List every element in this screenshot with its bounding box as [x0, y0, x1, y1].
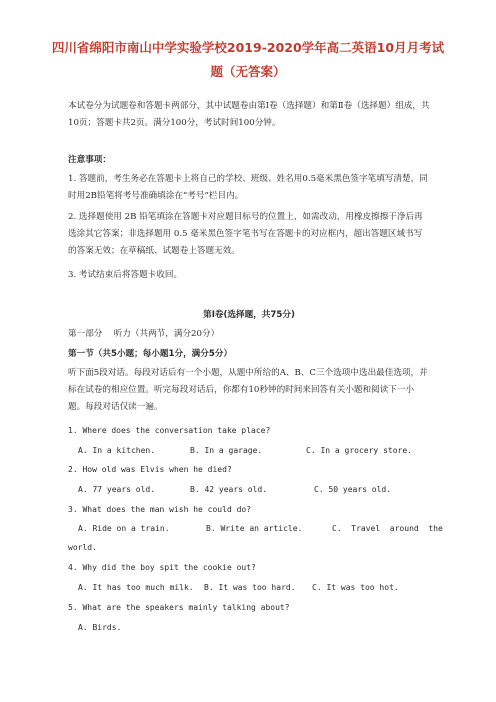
q1-option-c: C. In a grocery store.	[306, 446, 412, 455]
q4-option-a: A. It has too much milk.	[78, 583, 194, 592]
section1-heading: 第一部分 听力（共两节，满分20分）	[68, 329, 220, 339]
q3-option-a: A. Ride on a train.	[78, 524, 170, 533]
q2-option-c: C. 50 years old.	[314, 485, 392, 494]
q2-option-a: A. 77 years old.	[78, 485, 156, 494]
listening-instructions: 听下面5段对话。每段对话后有一个小题，从题中所给的A、B、C三个选项中选出最佳选项，并标在试卷的相应位置。听完每段对话后，你都有10秒钟的时间来回答有关小题和阅读下一小题。每段对话仅读一遍。	[68, 368, 428, 412]
notice-item-2: 2. 选择题使用 2B 铅笔填涂在答题卡对应题目标号的位置上，如需改动，用橡皮擦擦干净后再选涂其它答案；非选择题用 0.5 毫米黑色签字笔书写在答题卡的对应框内，超出答题区域书写的答案无效；在草稿纸、试题卷上答题无效。	[68, 212, 423, 256]
section1-subheading: 第一节（共5小题；每小题1分，满分5分）	[68, 349, 233, 359]
question-5: 5. What are the speakers mainly talking about?	[68, 603, 290, 612]
notice-item-3: 3. 考试结束后将答题卡收回。	[68, 270, 183, 280]
question-2: 2. How old was Elvis when he died?	[68, 465, 232, 474]
q4-option-b: B. It was too hard.	[204, 583, 296, 592]
notice-item-1: 1. 答题前，考生务必在答题卡上将自己的学校、班级、姓名用0.5毫米黑色签字笔填写清楚，同时用2B铅笔将考号准确填涂在“考号”栏目内。	[68, 174, 428, 201]
document-title-line1: 四川省绵阳市南山中学实验学校2019-2020学年高二英语10月月考试	[51, 40, 445, 55]
q3-option-c-continued: world.	[68, 543, 97, 552]
intro-paragraph: 本试卷分为试题卷和答题卡两部分，其中试题卷由第Ⅰ卷（选择题）和第Ⅱ卷（选择题）组成，共10页；答题卡共2页。满分100分，考试时间100分钟。	[68, 101, 430, 128]
question-3: 3. What does the man wish he could do?	[68, 505, 252, 514]
q1-option-a: A. In a kitchen.	[78, 446, 156, 455]
q4-option-c: C. It was too hot.	[312, 583, 399, 592]
q5-option-a: A. Birds.	[78, 623, 122, 632]
q3-option-b: B. Write an article.	[206, 524, 303, 533]
question-1: 1. Where does the conversation take place?	[68, 426, 271, 435]
q2-option-b: B. 42 years old.	[190, 485, 268, 494]
part1-title: 第Ⅰ卷(选择题，共75分)	[203, 310, 295, 320]
notice-heading: 注意事项：	[68, 155, 111, 165]
document-title-line2: 题（无答案）	[210, 64, 286, 79]
q3-option-c: C. Travel around the	[332, 524, 443, 533]
question-4: 4. Why did the boy spit the cookie out?	[68, 563, 256, 572]
q1-option-b: B. In a garage.	[190, 446, 263, 455]
